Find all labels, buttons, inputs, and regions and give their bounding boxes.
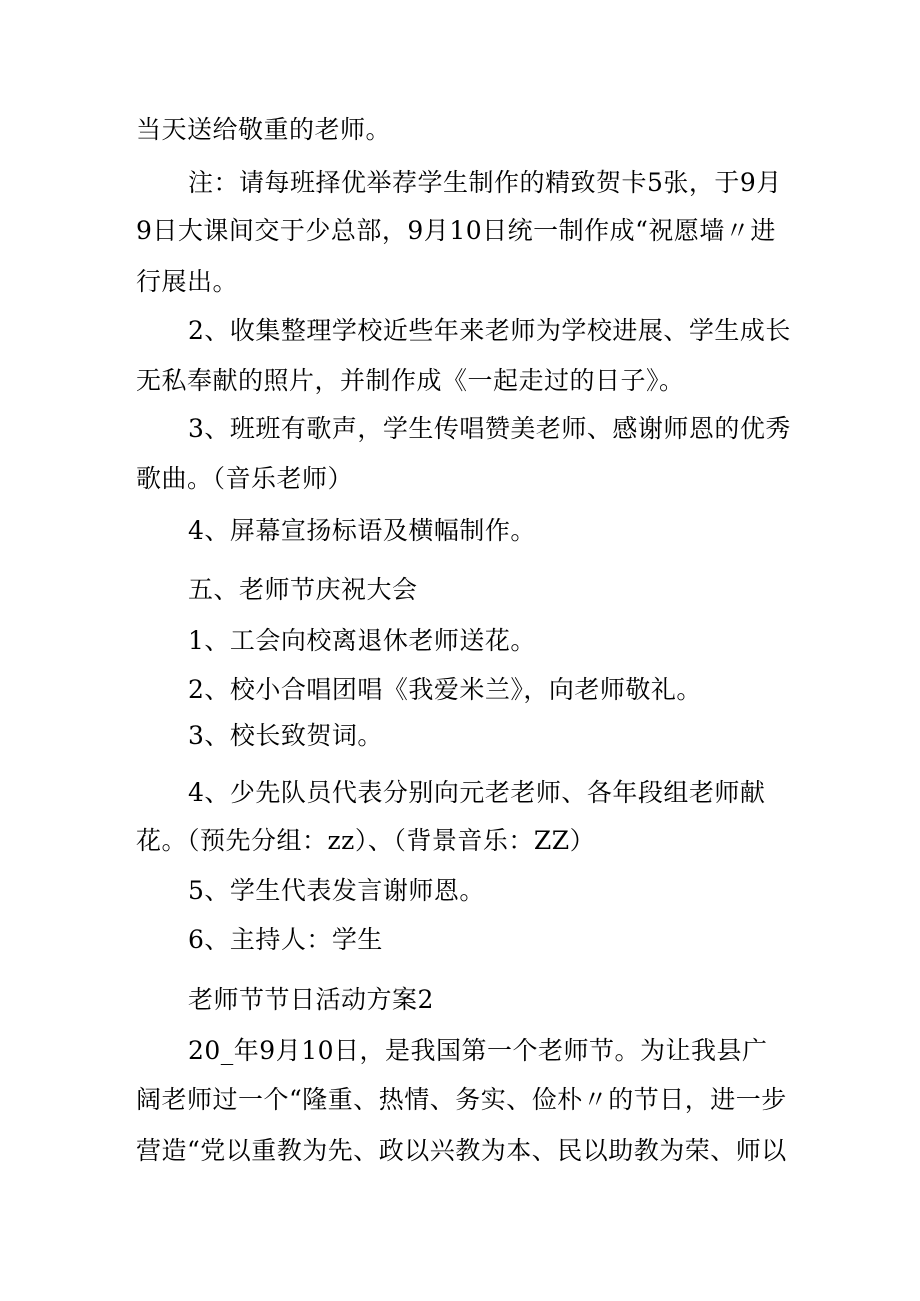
text-line: 无私奉献的照片，并制作成《一起走过的日子》。 <box>136 366 685 395</box>
text-line: 2、校小合唱团唱《我爱米兰》，向老师敬礼。 <box>188 675 702 704</box>
text-line: 3、班班有歌声，学生传唱赞美老师、感谢师恩的优秀 <box>188 414 791 443</box>
text-line: 营造“党以重教为先、政以兴教为本、民以助教为荣、师以 <box>136 1136 787 1165</box>
text-line: 3、校长致贺词。 <box>188 721 383 750</box>
text-line: 6、主持人：学生 <box>188 925 383 954</box>
text-line: 20_年9月10日，是我国第一个老师节。为让我县广 <box>188 1036 768 1065</box>
text-line: 2、收集整理学校近些年来老师为学校进展、学生成长 <box>188 316 791 345</box>
text-line: 4、少先队员代表分别向元老老师、各年段组老师献 <box>188 778 766 807</box>
text-line: 歌曲。（音乐老师） <box>136 464 354 493</box>
text-line: 当天送给敬重的老师。 <box>136 115 392 144</box>
text-line: 9日大课间交于少总部，9月10日统一制作成“祝愿墙〃进 <box>136 216 776 245</box>
text-line: 1、工会向校离退休老师送花。 <box>188 626 536 655</box>
text-line: 4、屏幕宣扬标语及横幅制作。 <box>188 516 536 545</box>
text-line: 注：请每班择优举荐学生制作的精致贺卡5张，于9月 <box>188 168 782 197</box>
text-line: 行展出。 <box>136 267 239 296</box>
section-heading: 五、老师节庆祝大会 <box>188 575 418 604</box>
section-heading: 老师节节日活动方案2 <box>188 985 434 1014</box>
text-line: 5、学生代表发言谢师恩。 <box>188 876 485 905</box>
text-line: 阔老师过一个“隆重、热情、务实、俭朴〃的节日，进一步 <box>136 1085 787 1114</box>
text-line: 花。（预先分组：zz）、（背景音乐：ZZ） <box>136 826 596 855</box>
